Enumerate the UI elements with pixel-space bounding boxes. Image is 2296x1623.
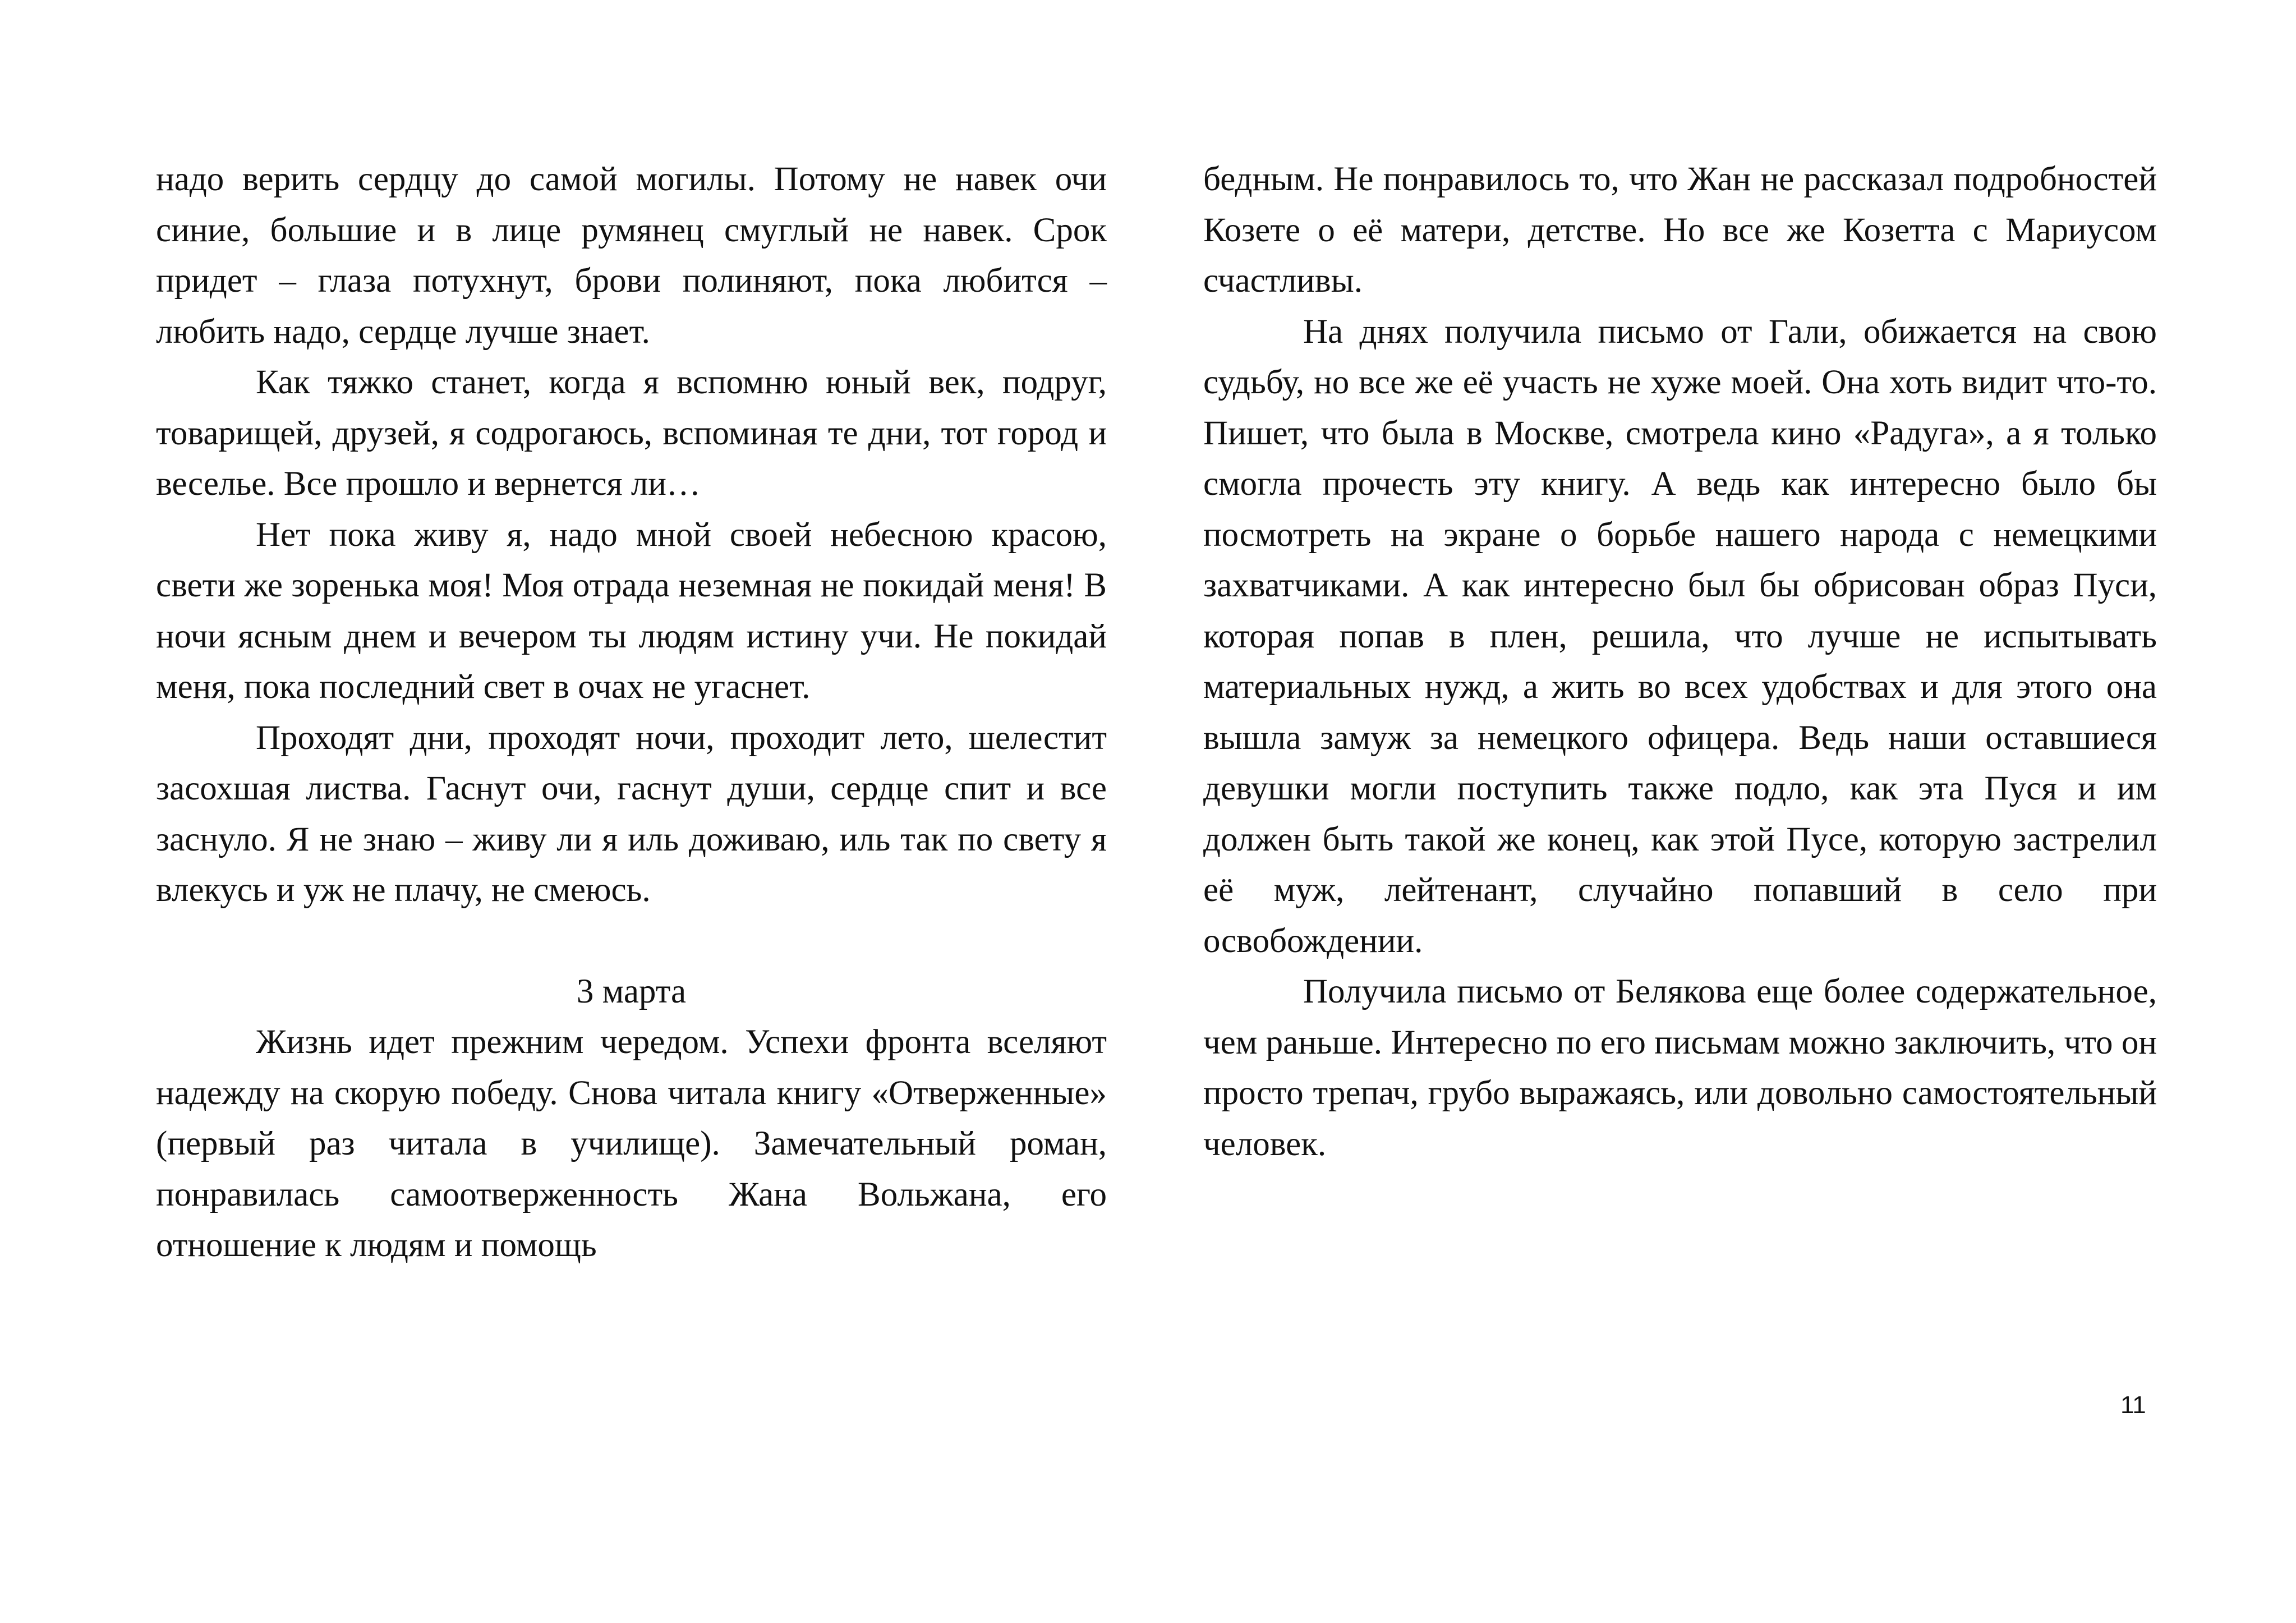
paragraph: Жизнь идет прежним чередом. Успехи фронта вселяют надежду на скорую победу. Снова читала книгу «Отверженные» (первый раз читала в училище). Замечательный роман, понравилась самоотверженность Жана Вольжана, его отношение к людям и помощь — [156, 1023, 1107, 1264]
entry-date-heading: 3 марта — [576, 972, 687, 1010]
paragraph: На днях получила письмо от Гали, обижается на свою судьбу, но все же её участь не хуже моей. Она хоть видит что-то. Пишет, что была в Москве, смотрела кино «Радуга», а я только смогла прочесть эту книгу. А ведь как интересно было бы посмотреть на экране о борьбе нашего народа с немецкими захватчиками. А как интересно был бы обрисован образ Пуси, которая попав в плен, решила, что лучше не испытывать материальных нужд, а жить во всех удобствах и для этого она вышла замуж за немецкого офицера. Ведь наши оставшиеся девушки могли поступить также подло, как эта Пуся и им должен быть такой же конец, как этой Пусе, которую застрелил её муж, лейтенант, случайно попавший в село при освобождении. — [1203, 312, 2157, 960]
paragraph: Проходят дни, проходят ночи, проходит лето, шелестит засохшая листва. Гаснут очи, гаснут души, сердце спит и все заснуло. Я не знаю – живу ли я иль доживаю, иль так по свету я влекусь и уж не плачу, не смеюсь. — [156, 719, 1107, 909]
page-number: 11 — [2120, 1391, 2146, 1419]
paragraph: Получила письмо от Белякова еще более содержательное, чем раньше. Интересно по его письмам можно заключить, что он просто трепач, грубо выражаясь, или довольно самостоятельный человек. — [1203, 973, 2157, 1163]
paragraph: Как тяжко станет, когда я вспомню юный век, подруг, товарищей, друзей, я содрогаюсь, вспоминая те дни, тот город и веселье. Все прошло и вернется ли… — [156, 364, 1107, 503]
paragraph: Нет пока живу я, надо мной своей небесною красою, свети же зоренька моя! Моя отрада неземная не покидай меня! В ночи ясным днем и вечером ты людям истину учи. Не покидай меня, пока последний свет в очах не угаснет. — [156, 516, 1107, 706]
right-column — [1203, 154, 2157, 1170]
left-column — [156, 154, 1107, 1271]
paragraph-continued: бедным. Не понравилось то, что Жан не рассказал подробностей Козете о её матери, детстве. Но все же Козетта с Мариусом счастливы. — [1203, 160, 2157, 300]
paragraph-continued: надо верить сердцу до самой могилы. Потому не навек очи синие, большие и в лице румянец смуглый не навек. Срок придет – глаза потухнут, брови полиняют, пока любится – любить надо, сердце лучше знает. — [156, 160, 1107, 351]
